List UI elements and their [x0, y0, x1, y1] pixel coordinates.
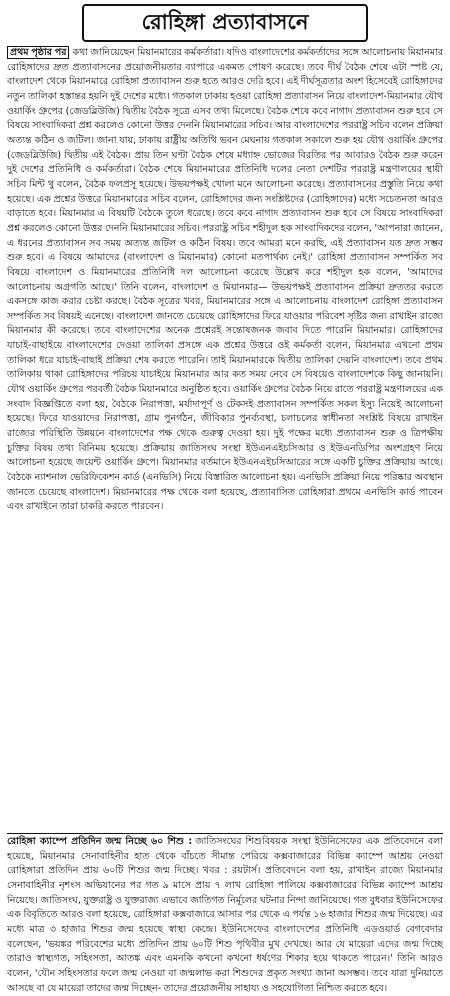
continuation-tag: প্রথম পৃষ্ঠার পর	[7, 46, 69, 59]
headline: রোহিঙ্গা প্রত্যাবাসনে	[141, 9, 309, 34]
main-article	[7, 46, 443, 832]
article-body	[7, 46, 444, 994]
sub-article-text: জাতিসংঘের শিশুবিষয়ক সংস্থা ইউনিসেফের এক প্রতিবেদনে বলা হয়েছে, মিয়ানমার সেনাবাহিনীর হাত থেকে বাঁচতে সীমান্ত পেরিয়ে কক্সবাজারের বিভিন্ন ক্যাম্পে আশ্রয় নেওয়া রোহিঙ্গারা প্রতিদিন প্রায় ৬০টি শিশুর জন্ম দিচ্ছে। খবর : রয়টার্স। প্রতিবেদনে বলা হয়, রাখাইন রাজ্যে মিয়ানমার সেনাবাহিনীর নৃশংস অভিযানের পর গত ৯ মাসে প্রায় ৭ লাখ রোহিঙ্গা পালিয়ে কক্সবাজারের বিভিন্ন ক্যাম্পে আশ্রয় নিয়েছে। জাতিসংঘ, যুক্তরাষ্ট্র ও যুক্তরাজ্য এভাবে জাতিগত নির্মূলের ঘটনার নিন্দা জানিয়েছে। গত বুধবার ইউনিসেফের এক বিবৃতিতে আরও বলা হয়েছে, রোহিঙ্গারা কক্সবাজারে আসার পর থেকে এ পর্যন্ত ১৬ হাজার শিশুর জন্ম দিয়েছে। এর মধ্যে মাত্র ৩ হাজার শিশুর জন্ম হয়েছে স্বাস্থ্য কেন্দ্রে। ইউনিসেফের বাংলাদেশের প্রতিনিধি এডওয়ার্ড বেগবেদার বলেছেন, 'ভয়ঙ্কর পরিবেশের মধ্যে প্রতিদিন প্রায় ৬০টি শিশু পৃথিবীর মুখ দেখছে। আর যে মায়েরা এদের জন্ম দিচ্ছে তারাও স্বাস্থ্যগত, সহিংসতা, আতঙ্ক এবং এমনকি কখনো কখনো ধর্ষণের শিকার হয়ে থাকতে পারেন।' তিনি আরও বলেন, 'যৌন সহিংসতার ফলে জন্ম নেওয়া বা জন্মলাভ করা শিশুদের প্রকৃত সংখ্যা জানা অসম্ভব। তবে যারা দুনিয়াতে আসছে বা যে মায়েরা তাদের জন্ম দিচ্ছেন- তাদের প্রয়োজনীয় সাহায্য ও সহযোগিতা নিশ্চিত করতে হবে।	[7, 836, 443, 994]
headline-box	[82, 4, 368, 42]
article-divider	[7, 833, 443, 834]
sub-article	[7, 835, 443, 994]
sub-article-heading: রোহিঙ্গা ক্যাম্পে প্রতিদিন জন্ম নিচ্ছে ৬০ শিশু :	[7, 836, 193, 847]
main-article-text: কথা জানিয়েছেন মিয়ানমারের কর্মকর্তারা। যদিও বাংলাদেশের কর্মকর্তাদের সঙ্গে আলোচনায় মিয়ানমার রোহিঙ্গাদের দ্রুত প্রত্যাবাসনের প্রয়োজনীয়তার ব্যাপারে একমত পোষণ করেছে। তবে দীর্ঘ বৈঠক শেষে এটা স্পষ্ট যে, বাংলাদেশ থেকে মিয়ানমারে রোহিঙ্গা প্রত্যাবাসন শুরু হতে আরও দেরি হবে। এই দীর্ঘসূত্রতার অংশ হিসেবেই রোহিঙ্গাদের নতুন তালিকা হস্তান্তর হয়নি দুই দেশের মধ্যে। গতকাল ঢাকায় হওয়া রোহিঙ্গা প্রত্যাবাসন নিয়ে বাংলাদেশ-মিয়ানমার যৌথ ওয়ার্কিং গ্রুপের (জেডব্লিউজি) দ্বিতীয় বৈঠক সূত্রে এসব তথ্য মিলেছে। বৈঠক শেষে কবে নাগাদ প্রত্যাবাসন শুরু হবে সে বিষয়ে সাংবাদিকরা প্রশ্ন করলেও কোনো উত্তর দেননি মিয়ানমারের সচিব। আর বাংলাদেশের পররাষ্ট্র সচিব বলেন প্রক্রিয়া অত্যন্ত কঠিন ও জটিল। জানা যায়, ঢাকায় রাষ্ট্রীয় অতিথি ভবন মেঘনায় গতকাল সকালে শুরু হয় যৌথ ওয়ার্কিং গ্রুপের (জেডব্লিউজি) দ্বিতীয় এই বৈঠক। প্রায় তিন ঘণ্টা বৈঠক শেষে মধ্যাহ্ন ভোজের বিরতির পর আবারও বৈঠক শুরু করেন দুই দেশের প্রতিনিধি ও কর্মকর্তারা। বৈঠক শেষে মিয়ানমারের প্রতিনিধি দলের নেতা দেশটির পররাষ্ট্র মন্ত্রণালয়ের স্থায়ী সচিব মিন্ট থু বলেন, বৈঠক ফলপ্রসূ হয়েছে। উভয়পক্ষই খোলা মনে আলোচনা করেছে। প্রত্যাবাসনের প্রস্তুতি নিয়ে কথা হয়েছে। এক প্রশ্নের উত্তরে মিয়ানমারের সচিব বলেন, রোহিঙ্গাদের জন্য সংশ্লিষ্টদের (রোহিঙ্গাদের) মধ্যে সচেতনতা আরও বাড়াতে হবে। মিয়ানমার এ বিষয়টি বৈঠকে তুলে ধরেছে। তবে কবে নাগাদ প্রত্যাবাসন শুরু হবে সে বিষয়ে সাংবাদিকরা প্রশ্ন করলেও কোনো উত্তর দেননি মিয়ানমারের সচিব। পররাষ্ট্র সচিব শহীদুল হক সাংবাদিকদের বলেন, 'আপনারা জানেন, এ ধরনের প্রত্যাবাসন সব সময় অত্যন্ত জটিল ও কঠিন বিষয়। তবে আমরা মনে করছি, এই প্রত্যাবাসন যত দ্রুত সম্ভব শুরু হবে। এ বিষয়ে আমাদের (বাংলাদেশ ও মিয়ানমার) কোনো মতপার্থক্য নেই।' রোহিঙ্গা প্রত্যাবাসন সম্পর্কিত সব বিষয়ে বাংলাদেশ ও মিয়ানমারের প্রতিনিধি দল আলোচনা করেছে উল্লেখ করে শহীদুল হক বলেন, 'আমাদের আলোচনায় অগ্রগতি আছে।' তিনি বলেন, বাংলাদেশ ও মিয়ানমার— উভয়পক্ষই প্রত্যাবাসন প্রক্রিয়া দ্রুততর করতে একসঙ্গে কাজ করার চেষ্টা করছে। বৈঠক সূত্রের খবর, মিয়ানমারের সঙ্গে এ আলোচনায় বাংলাদেশ রোহিঙ্গা প্রত্যাবাসন সম্পর্কিত সব বিষয়ই এনেছে। বাংলাদেশ জানতে চেয়েছে রোহিঙ্গাদের ফিরে যাওয়ার পরিবেশ সৃষ্টির জন্য রাখাইন রাজ্যে মিয়ানমার কী করেছে। তবে বাংলাদেশের অনেক প্রশ্নেরই সন্তোষজনক জবাব দিতে পারেনি মিয়ানমার। রোহিঙ্গাদের যাচাই-বাছাইয়ে বাংলাদেশের দেওয়া তালিকা প্রসঙ্গে এক প্রশ্নের উত্তরে ওই কর্মকর্তা বলেন, মিয়ানমার এখনো প্রথম তালিকা ধরে যাচাই-বাছাই প্রক্রিয়া শেষ করতে পারেনি। তাই মিয়ানমারকে দ্বিতীয় তালিকা দেয়নি বাংলাদেশ। তবে প্রথম তালিকায় থাকা রোহিঙ্গাদের পরিচয় যাচাইয়ে মিয়ানমার আর কত সময় নেবে সে বিষয়েও বাংলাদেশকে কিছু জানায়নি। যৌথ ওয়ার্কিং গ্রুপের পরবর্তী বৈঠক মিয়ানমারে অনুষ্ঠিত হবে। ওয়ার্কিং গ্রুপের বৈঠক নিয়ে রাতে পররাষ্ট্র মন্ত্রণালয়ের এক সংবাদ বিজ্ঞপ্তিতে বলা হয়, বৈঠকে নিরাপত্তা, মর্যাদাপূর্ণ ও টেকসই প্রত্যাবাসন সম্পর্কিত সকল ইস্যু নিয়েই আলোচনা হয়েছে। ফিরে যাওয়াদের নিরাপত্তা, গ্রাম পুনর্গঠন, জীবিকার পুনর্ব্যবস্থা, চলাচলের স্বাধীনতা সংশ্লিষ্ট বিষয়ে রাখাইন রাজ্যের পরিস্থিতি উন্নয়নে বাংলাদেশের পক্ষ থেকে গুরুত্ব দেওয়া হয়। দুই পক্ষের মধ্যে প্রত্যাবাসন শুরু ও ত্রিপক্ষীয় চুক্তির বিষয় তথ্য বিনিময় হয়েছে। প্রক্রিয়ায় জাতিসংঘ সংস্থা ইউএনএইচসিআর ও ইউএনডিপির অংশগ্রহণ নিয়ে আলোচনা হয়েছে জয়েন্ট ওয়ার্কিং গ্রুপে। মিয়ানমার বর্তমানে ইউএনএইচসিআরের সঙ্গে একটি চুক্তির প্রক্রিয়ায় আছে। বৈঠকে ন্যাশনাল ভেরিফিকেশন কার্ড (এনভিসি) নিয়ে বিস্তারিত আলোচনা হয়। এনভিসি প্রক্রিয়া নিয়ে পরিষ্কার অবস্থান জানতে চেয়েছে বাংলাদেশ। মিয়ানমারের পক্ষ থেকে বলা হয়েছে, প্রত্যাবাসিত রোহিঙ্গারা প্রথমে এনভিসি কার্ড পাবেন এবং রাখাইনে তারা চাকরি করতে পারবেন।	[7, 47, 444, 513]
